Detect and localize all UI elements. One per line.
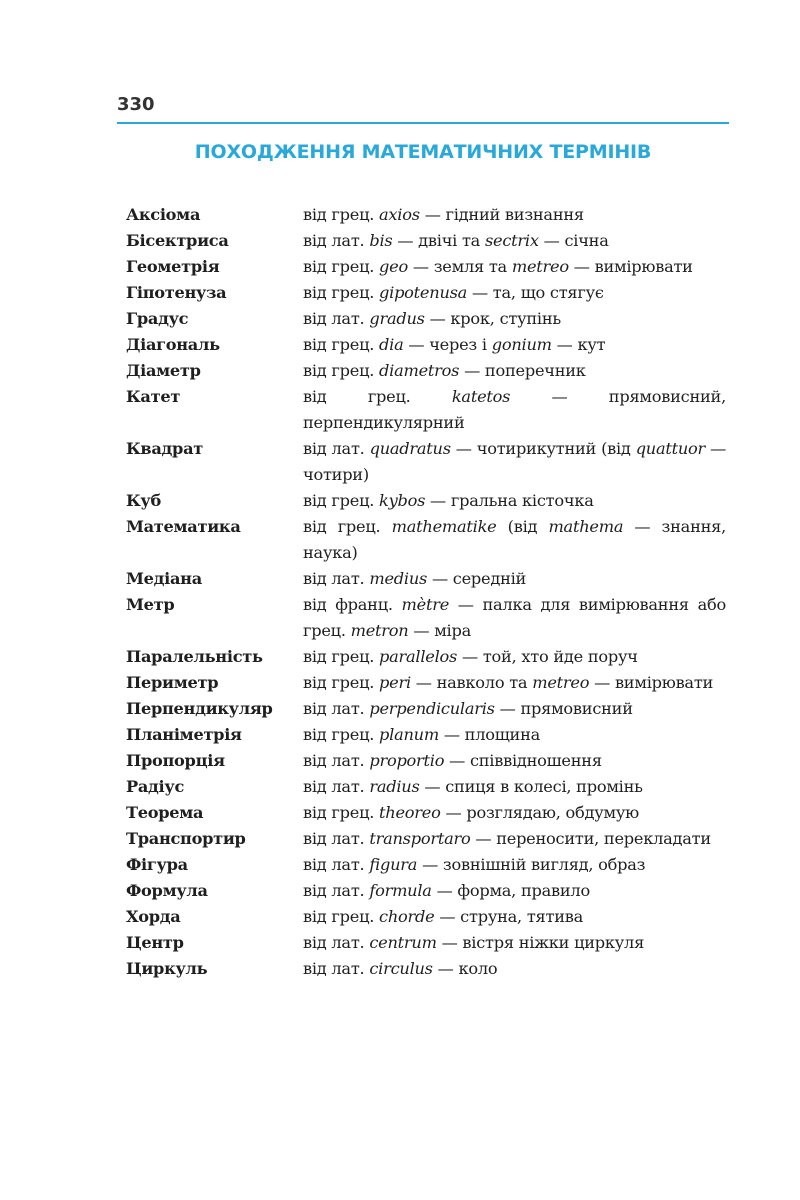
glossary-entry [126, 436, 726, 488]
source-word: peri [379, 673, 411, 692]
glossary-entry [126, 800, 726, 826]
glossary-entry [126, 774, 726, 800]
glossary-entry [126, 280, 726, 306]
glossary-definition: від грец. diametros — поперечник [303, 361, 586, 380]
glossary-term: Паралельність [126, 647, 263, 666]
glossary-term: Медіана [126, 569, 202, 588]
glossary-definition: від грец. geo — земля та metreo — вимірювати [303, 257, 693, 276]
glossary-definition: від грец. chorde — струна, тятива [303, 907, 583, 926]
source-word: gonium [491, 335, 552, 354]
glossary-entry [126, 644, 726, 670]
glossary-entry [126, 670, 726, 696]
glossary-term: Метр [126, 595, 175, 614]
glossary-definition: від грец. planum — площина [303, 725, 541, 744]
source-word: mathema [548, 517, 624, 536]
source-word: sectrix [484, 231, 539, 250]
glossary-definition: від лат. circulus — коло [303, 959, 498, 978]
glossary-term: Аксіома [126, 205, 201, 224]
glossary-term: Геометрія [126, 257, 220, 276]
source-word: gradus [369, 309, 425, 328]
source-word: axios [379, 205, 420, 224]
glossary-entry [126, 566, 726, 592]
page-number: 330 [117, 94, 155, 115]
glossary-term: Планіметрія [126, 725, 242, 744]
glossary-definition: від лат. centrum — вістря ніжки циркуля [303, 933, 645, 952]
glossary-entry [126, 306, 726, 332]
glossary-entry [126, 358, 726, 384]
glossary-entry [126, 878, 726, 904]
glossary-term: Фігура [126, 855, 188, 874]
source-word: metron [350, 621, 409, 640]
glossary-entry [126, 332, 726, 358]
glossary-entry [126, 722, 726, 748]
glossary-definition: від лат. radius — спиця в колесі, промінь [303, 777, 643, 796]
glossary-definition: від лат. figura — зовнішній вигляд, образ [303, 855, 646, 874]
source-word: circulus [369, 959, 433, 978]
glossary-definition: від лат. bis — двічі та sectrix — січна [303, 231, 609, 250]
source-word: planum [379, 725, 439, 744]
glossary-term: Радіус [126, 777, 185, 796]
glossary-definition: від грец. mathematike (від mathema — знання, наука) [303, 517, 727, 562]
glossary-term: Перпендикуляр [126, 699, 273, 718]
glossary-entry [126, 852, 726, 878]
source-word: perpendicularis [369, 699, 495, 718]
glossary-term: Пропорція [126, 751, 225, 770]
glossary-definition: від лат. medius — середній [303, 569, 527, 588]
glossary-definition: від грец. theoreo — розглядаю, обдумую [303, 803, 639, 822]
glossary-entry [126, 384, 726, 436]
source-word: parallelos [379, 647, 458, 666]
source-word: proportio [369, 751, 445, 770]
glossary-definition: від лат. gradus — крок, ступінь [303, 309, 561, 328]
source-word: diametros [379, 361, 460, 380]
glossary-list [126, 202, 726, 982]
glossary-definition: від грец. katetos — прямовисний, перпендикулярний [303, 387, 726, 432]
glossary-term: Транспортир [126, 829, 246, 848]
glossary-entry [126, 930, 726, 956]
glossary-term: Хорда [126, 907, 181, 926]
source-word: medius [369, 569, 428, 588]
source-word: radius [369, 777, 420, 796]
source-word: kybos [379, 491, 426, 510]
source-word: figura [369, 855, 418, 874]
source-word: geo [379, 257, 408, 276]
glossary-term: Формула [126, 881, 208, 900]
source-word: bis [369, 231, 393, 250]
glossary-definition: від франц. mètre — палка для вимірювання або грец. metron — міра [303, 595, 726, 640]
glossary-entry [126, 592, 726, 644]
glossary-definition: від лат. quadratus — чотирикутний (від quattuor — чотири) [303, 439, 727, 484]
glossary-definition: від лат. perpendicularis — прямовисний [303, 699, 633, 718]
glossary-entry [126, 228, 726, 254]
glossary-definition: від грец. kybos — гральна кісточка [303, 491, 594, 510]
source-word: transportaro [369, 829, 471, 848]
glossary-term: Діаметр [126, 361, 201, 380]
glossary-entry [126, 748, 726, 774]
glossary-term: Периметр [126, 673, 219, 692]
glossary-entry [126, 904, 726, 930]
source-word: centrum [369, 933, 437, 952]
source-word: chorde [379, 907, 435, 926]
glossary-term: Куб [126, 491, 161, 510]
glossary-entry [126, 826, 726, 852]
glossary-term: Бісектриса [126, 231, 229, 250]
glossary-entry [126, 956, 726, 982]
source-word: quattuor [635, 439, 706, 458]
page-title: ПОХОДЖЕННЯ МАТЕМАТИЧНИХ ТЕРМІНІВ [194, 141, 652, 163]
source-word: dia [379, 335, 404, 354]
source-word: quadratus [369, 439, 451, 458]
header-rule [117, 122, 729, 124]
source-word: theoreo [379, 803, 441, 822]
glossary-term: Квадрат [126, 439, 203, 458]
glossary-entry [126, 254, 726, 280]
glossary-term: Гіпотенуза [126, 283, 227, 302]
glossary-definition: від лат. transportaro — переносити, перекладати [303, 829, 711, 848]
source-word: formula [369, 881, 432, 900]
glossary-term: Математика [126, 517, 241, 536]
glossary-definition: від грец. gipotenusa — та, що стягує [303, 283, 604, 302]
glossary-term: Циркуль [126, 959, 208, 978]
source-word: katetos [451, 387, 511, 406]
source-word: mètre [401, 595, 450, 614]
glossary-entry [126, 488, 726, 514]
glossary-term: Теорема [126, 803, 204, 822]
glossary-term: Центр [126, 933, 184, 952]
source-word: gipotenusa [379, 283, 468, 302]
glossary-term: Діагональ [126, 335, 220, 354]
glossary-term: Катет [126, 387, 181, 406]
glossary-entry [126, 696, 726, 722]
glossary-definition: від лат. formula — форма, правило [303, 881, 590, 900]
source-word: mathematike [391, 517, 497, 536]
source-word: metreo [532, 673, 590, 692]
glossary-term: Градус [126, 309, 189, 328]
glossary-definition: від грец. axios — гідний визнання [303, 205, 584, 224]
glossary-definition: від грец. parallelos — той, хто йде поруч [303, 647, 638, 666]
glossary-definition: від лат. proportio — співвідношення [303, 751, 602, 770]
source-word: metreo [511, 257, 569, 276]
glossary-entry [126, 514, 726, 566]
glossary-entry [126, 202, 726, 228]
glossary-definition: від грец. dia — через і gonium — кут [303, 335, 606, 354]
glossary-definition: від грец. peri — навколо та metreo — вимірювати [303, 673, 714, 692]
